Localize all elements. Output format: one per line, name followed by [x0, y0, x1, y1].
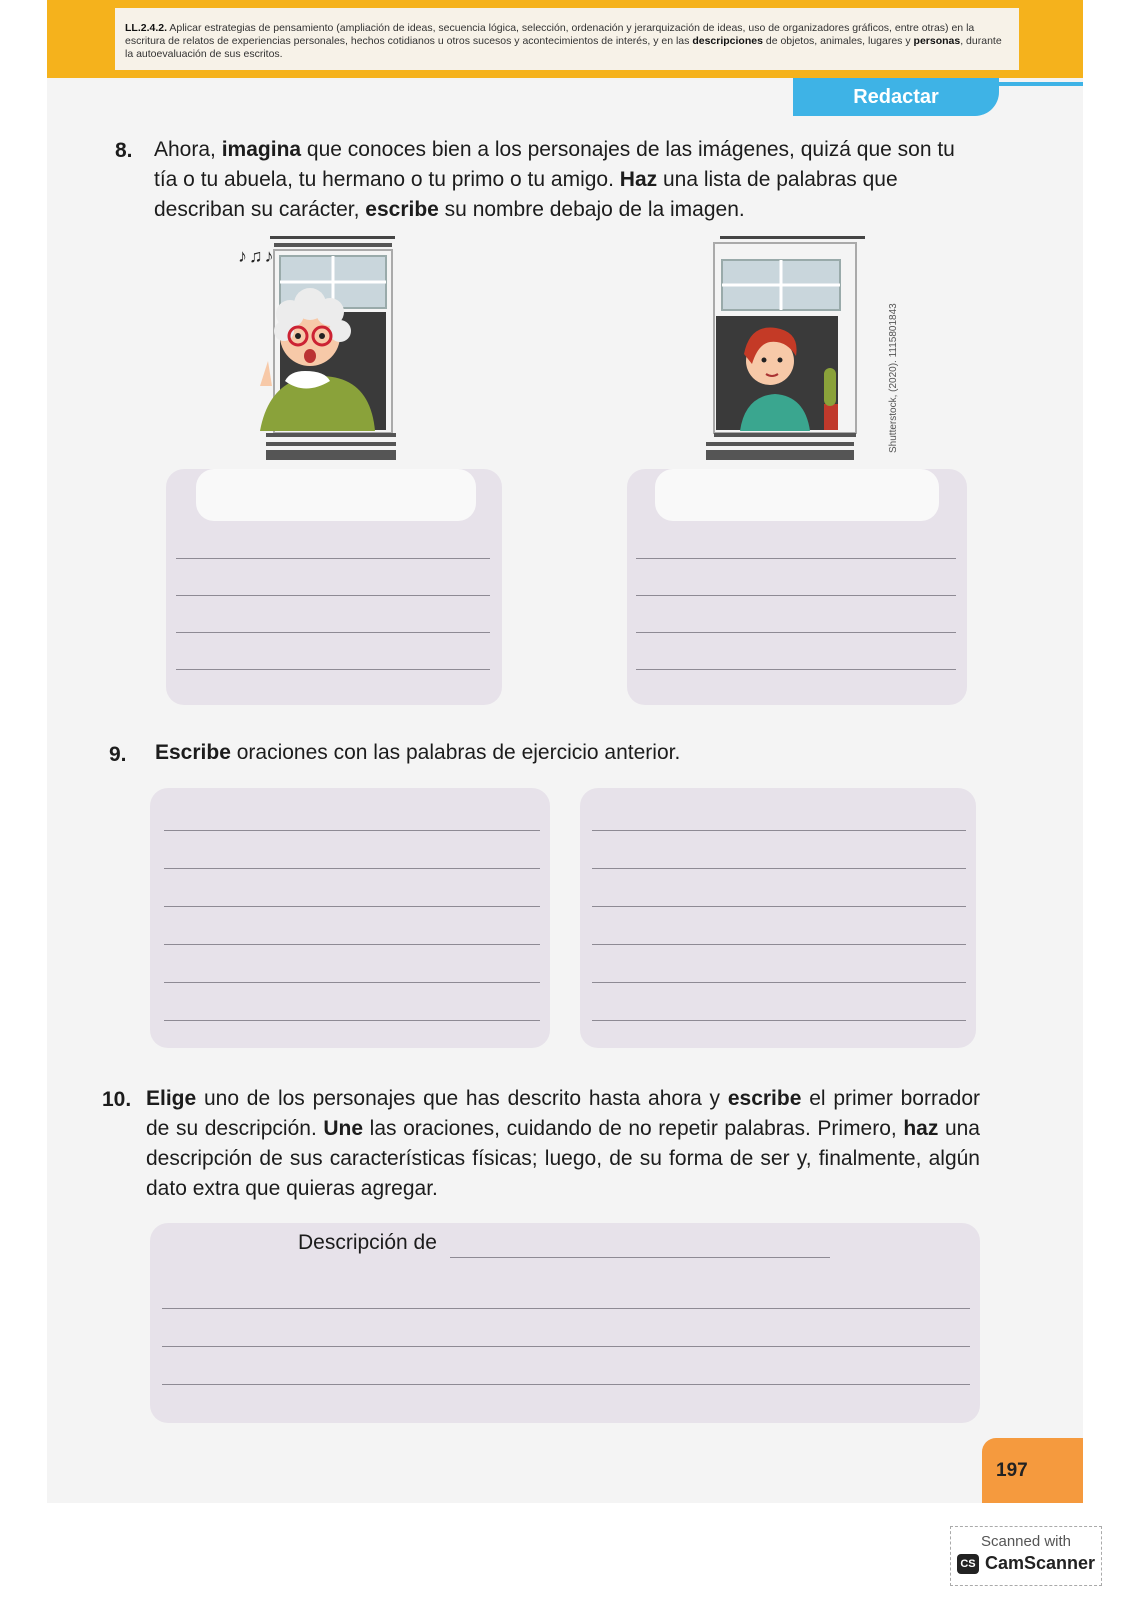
- camscanner-logo-icon: CS: [957, 1554, 979, 1574]
- writing-line[interactable]: [164, 982, 540, 983]
- standard-text: Aplicar estrategias de pensamiento (ampliación de ideas, secuencia lógica, selección, ordenación y jerarquización de ideas, uso de organizadores gráficos, entre otras) en la escritura de relatos de experiencias personales, hechos cotidianos u otros sucesos y acontecimientos de interés, y en las: [125, 22, 975, 47]
- boy-window-illustration: [700, 236, 870, 476]
- q9-answer-box-left: [150, 788, 550, 1048]
- writing-line[interactable]: [636, 595, 956, 596]
- q10-bold: Une: [323, 1117, 364, 1140]
- writing-line[interactable]: [592, 830, 966, 831]
- q10-bold: haz: [903, 1117, 939, 1140]
- q8-bold: imagina: [221, 138, 302, 161]
- q8-bold: escribe: [365, 198, 439, 221]
- writing-line[interactable]: [176, 558, 490, 559]
- question-9-number: 9.: [109, 743, 127, 766]
- q10-answer-box: [150, 1223, 980, 1423]
- standard-bold: descripciones: [692, 35, 763, 47]
- standard-bold: personas: [913, 35, 961, 47]
- writing-line[interactable]: [164, 944, 540, 945]
- standard-text: de objetos, animales, lugares y: [762, 35, 914, 47]
- standard-text: , durante la autoevaluación de sus escritos.: [125, 35, 1002, 60]
- q8-bold: Haz: [619, 168, 658, 191]
- writing-line[interactable]: [636, 632, 956, 633]
- writing-line[interactable]: [162, 1384, 970, 1385]
- writing-line[interactable]: [176, 595, 490, 596]
- writing-line[interactable]: [162, 1346, 970, 1347]
- name-field-right[interactable]: [655, 469, 939, 521]
- question-10-text: [146, 1084, 980, 1204]
- question-9-text: [155, 738, 975, 768]
- q10-text: una descripción de sus características físicas; luego, de su forma de ser y, finalmente, algún dato extra que quieras agregar.: [146, 1117, 980, 1200]
- q8-text: una lista de palabras que describan su carácter,: [154, 168, 898, 221]
- q10-text: el primer borrador de su descripción.: [146, 1087, 980, 1140]
- q9-answer-box-right: [580, 788, 976, 1048]
- writing-line[interactable]: [592, 944, 966, 945]
- writing-line[interactable]: [164, 1020, 540, 1021]
- writing-line[interactable]: [176, 632, 490, 633]
- image-credit: Shutterstock, (2020). 1115801843: [888, 303, 899, 453]
- section-tag: Redactar: [793, 78, 999, 116]
- writing-line[interactable]: [592, 868, 966, 869]
- description-label: Descripción de: [298, 1231, 437, 1254]
- q9-text: oraciones con las palabras de ejercicio anterior.: [230, 741, 681, 764]
- writing-line[interactable]: [636, 558, 956, 559]
- scanner-name: CamScanner: [984, 1553, 1096, 1573]
- writing-line[interactable]: [592, 982, 966, 983]
- q8-text: su nombre debajo de la imagen.: [438, 198, 745, 221]
- writing-line[interactable]: [592, 1020, 966, 1021]
- name-field-left[interactable]: [196, 469, 476, 521]
- writing-line[interactable]: [164, 830, 540, 831]
- writing-line[interactable]: [162, 1308, 970, 1309]
- grandmother-window-illustration: [230, 236, 410, 476]
- question-10-number: 10.: [102, 1088, 132, 1111]
- q8-text: que conoces bien a los personajes de las imágenes, quizá que son tu tía o tu abuela, tu hermano o tu primo o tu amigo.: [154, 138, 955, 191]
- description-name-line[interactable]: [450, 1257, 830, 1258]
- camscanner-badge: [950, 1526, 1102, 1586]
- question-8-text: [154, 135, 974, 225]
- writing-line[interactable]: [164, 906, 540, 907]
- q10-bold: Elige: [146, 1087, 197, 1110]
- q10-text: uno de los personajes que has descrito hasta ahora y: [196, 1087, 728, 1110]
- page-number: 197: [982, 1438, 1083, 1503]
- writing-line[interactable]: [636, 669, 956, 670]
- question-8-number: 8.: [115, 139, 133, 162]
- music-notes-icon: ♪♫♪: [238, 246, 276, 266]
- writing-line[interactable]: [176, 669, 490, 670]
- writing-line[interactable]: [592, 906, 966, 907]
- q10-bold: escribe: [727, 1087, 802, 1110]
- scanner-caption: Scanned with: [980, 1533, 1072, 1550]
- curriculum-standard: [115, 8, 1019, 70]
- q8-text: Ahora,: [154, 138, 222, 161]
- q9-bold: Escribe: [155, 741, 231, 764]
- q10-text: las oraciones, cuidando de no repetir palabras. Primero,: [363, 1117, 904, 1140]
- tag-underline: [999, 82, 1083, 86]
- standard-code: LL.2.4.2.: [125, 22, 168, 34]
- writing-line[interactable]: [164, 868, 540, 869]
